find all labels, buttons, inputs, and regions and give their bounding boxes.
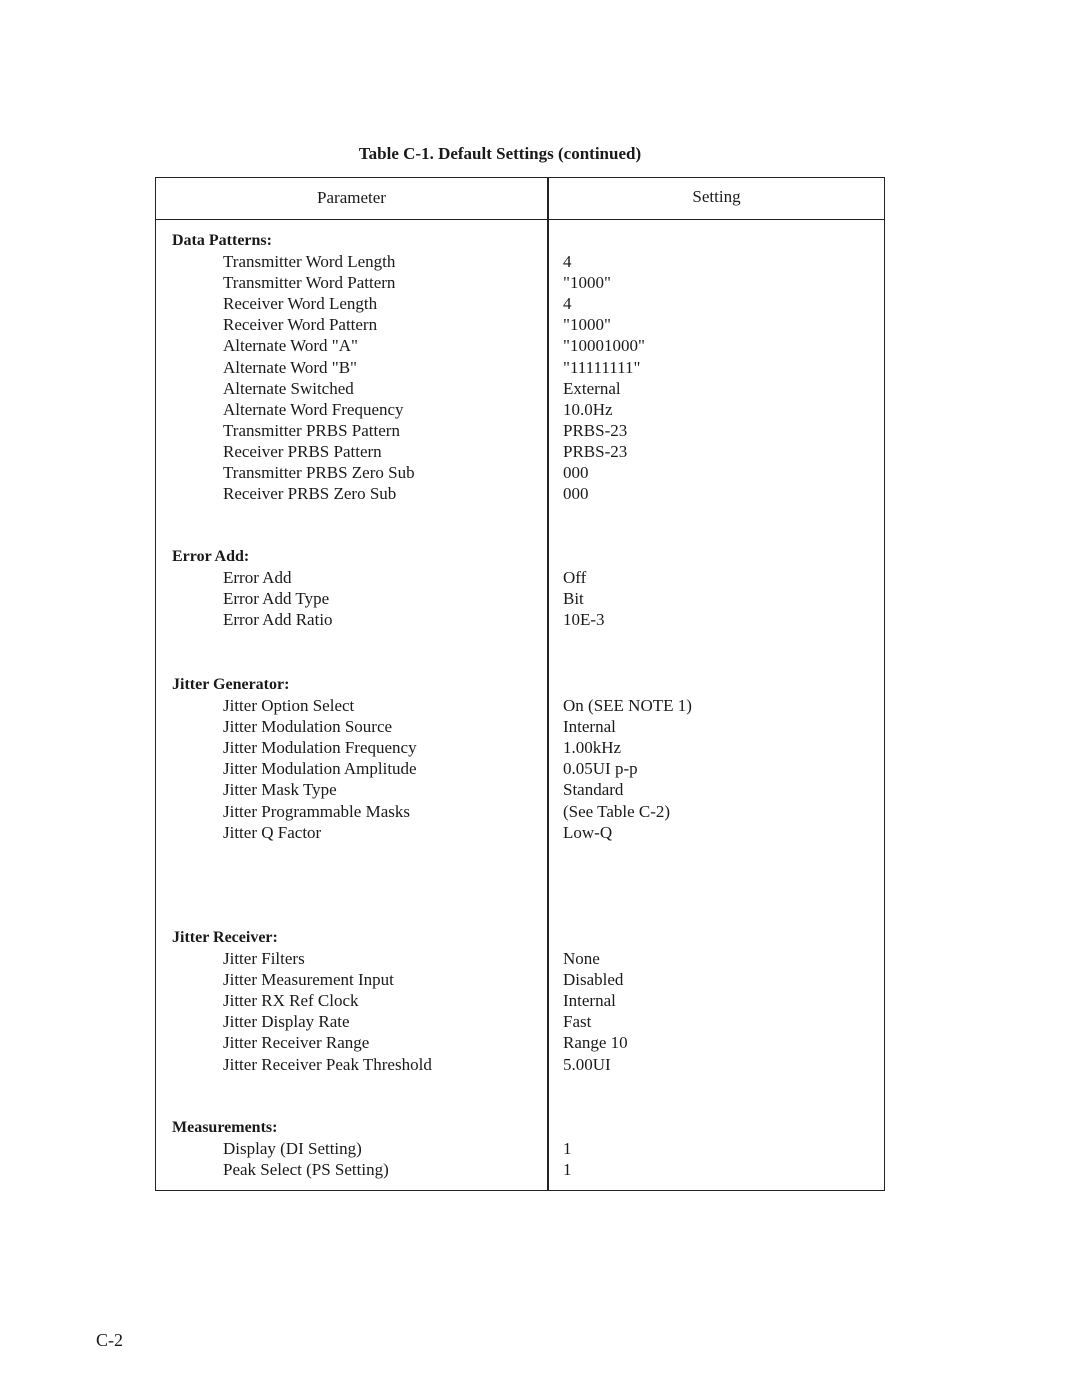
setting-value: 0.05UI p-p: [563, 759, 638, 779]
section-heading: Jitter Receiver:: [172, 929, 278, 946]
table-row: [156, 1032, 884, 1053]
table-row: [156, 567, 884, 588]
table-row: [156, 314, 884, 335]
table-row: [156, 716, 884, 737]
section: [156, 546, 884, 630]
parameter-name: Receiver PRBS Zero Sub: [223, 484, 397, 504]
table-row: [156, 758, 884, 779]
table-row: [156, 695, 884, 716]
table-row: [156, 737, 884, 758]
parameter-name: Transmitter PRBS Zero Sub: [223, 463, 415, 483]
setting-value: Off: [563, 568, 587, 588]
table-row: [156, 335, 884, 356]
parameter-name: Jitter Receiver Peak Threshold: [223, 1054, 432, 1074]
section: [156, 674, 884, 843]
parameter-name: Jitter Modulation Frequency: [223, 738, 417, 758]
setting-value: None: [563, 949, 600, 969]
table-row: [156, 609, 884, 630]
section: [156, 1117, 884, 1180]
table-row: [156, 462, 884, 483]
setting-value: "1000": [563, 315, 611, 335]
setting-value: 10.0Hz: [563, 399, 613, 419]
parameter-name: Transmitter PRBS Pattern: [223, 420, 400, 440]
section-heading-row: [156, 1117, 884, 1138]
parameter-name: Jitter Mask Type: [223, 780, 337, 800]
section-heading-row: [156, 927, 884, 948]
parameter-name: Alternate Switched: [223, 378, 354, 398]
parameter-name: Jitter Modulation Source: [223, 717, 393, 737]
setting-value: Internal: [563, 717, 616, 737]
header-parameter: Parameter: [317, 188, 386, 207]
setting-value: "10001000": [563, 336, 645, 356]
setting-value: 1: [563, 1160, 572, 1180]
setting-value: 1.00kHz: [563, 738, 622, 758]
section-heading-row: [156, 674, 884, 695]
setting-value: 1: [563, 1139, 572, 1159]
setting-value: Disabled: [563, 970, 624, 990]
parameter-name: Alternate Word "B": [223, 357, 357, 377]
parameter-name: Transmitter Word Pattern: [223, 273, 396, 293]
setting-value: Internal: [563, 991, 616, 1011]
setting-value: PRBS-23: [563, 420, 628, 440]
parameter-name: Alternate Word Frequency: [223, 399, 404, 419]
parameter-name: Error Add Ratio: [223, 610, 333, 630]
setting-value: External: [563, 378, 621, 398]
parameter-name: Error Add Type: [223, 589, 330, 609]
setting-value: "11111111": [563, 357, 641, 377]
section: [156, 927, 884, 1075]
table-row: [156, 272, 884, 293]
table-row: [156, 990, 884, 1011]
section-heading: Measurements:: [172, 1119, 278, 1136]
parameter-name: Receiver Word Pattern: [223, 315, 378, 335]
parameter-name: Transmitter Word Length: [223, 252, 396, 272]
setting-value: 000: [563, 484, 589, 504]
section-heading: Error Add:: [172, 548, 250, 565]
table-row: [156, 779, 884, 800]
section-heading: Jitter Generator:: [172, 676, 290, 693]
setting-value: 10E-3: [563, 610, 605, 630]
table-row: [156, 1138, 884, 1159]
setting-value: On (SEE NOTE 1): [563, 696, 692, 716]
setting-value: Standard: [563, 780, 624, 800]
table-row: [156, 293, 884, 314]
table-row: [156, 399, 884, 420]
setting-value: Fast: [563, 1012, 592, 1032]
setting-value: Low-Q: [563, 822, 613, 842]
table-row: [156, 969, 884, 990]
setting-value: (See Table C-2): [563, 801, 671, 821]
setting-value: 5.00UI: [563, 1054, 611, 1074]
table-row: [156, 1011, 884, 1032]
parameter-name: Jitter Q Factor: [223, 822, 322, 842]
table-row: [156, 378, 884, 399]
parameter-name: Jitter Modulation Amplitude: [223, 759, 417, 779]
setting-value: Bit: [563, 589, 584, 609]
table-row: [156, 588, 884, 609]
section-heading: Data Patterns:: [172, 232, 272, 249]
parameter-name: Jitter Filters: [223, 949, 305, 969]
table-header: [156, 178, 884, 220]
parameter-name: Jitter Receiver Range: [223, 1033, 370, 1053]
parameter-name: Jitter Measurement Input: [223, 970, 394, 990]
parameter-name: Jitter Display Rate: [223, 1012, 350, 1032]
section-heading-row: [156, 546, 884, 567]
table-title: Table C-1. Default Settings (continued): [358, 144, 642, 163]
setting-value: PRBS-23: [563, 441, 628, 461]
parameter-name: Error Add: [223, 568, 292, 588]
setting-value: 4: [563, 294, 572, 314]
page-number: C-2: [96, 1330, 123, 1350]
parameter-name: Jitter Option Select: [223, 696, 355, 716]
parameter-name: Receiver Word Length: [223, 294, 378, 314]
parameter-name: Display (DI Setting): [223, 1139, 362, 1159]
table-row: [156, 822, 884, 843]
parameter-name: Peak Select (PS Setting): [223, 1160, 389, 1180]
table-row: [156, 801, 884, 822]
table-row: [156, 251, 884, 272]
table-row: [156, 441, 884, 462]
parameter-name: Jitter RX Ref Clock: [223, 991, 359, 1011]
header-setting: Setting: [692, 187, 741, 206]
setting-value: "1000": [563, 273, 611, 293]
section-heading-row: [156, 230, 884, 251]
setting-value: 000: [563, 463, 589, 483]
default-settings-table: [155, 177, 885, 1191]
table-row: [156, 1159, 884, 1180]
setting-value: Range 10: [563, 1033, 628, 1053]
parameter-name: Alternate Word "A": [223, 336, 358, 356]
table-row: [156, 420, 884, 441]
table-row: [156, 1054, 884, 1075]
table-row: [156, 483, 884, 504]
setting-value: 4: [563, 252, 572, 272]
parameter-name: Jitter Programmable Masks: [223, 801, 410, 821]
table-row: [156, 357, 884, 378]
section: [156, 230, 884, 504]
table-row: [156, 948, 884, 969]
parameter-name: Receiver PRBS Pattern: [223, 441, 382, 461]
